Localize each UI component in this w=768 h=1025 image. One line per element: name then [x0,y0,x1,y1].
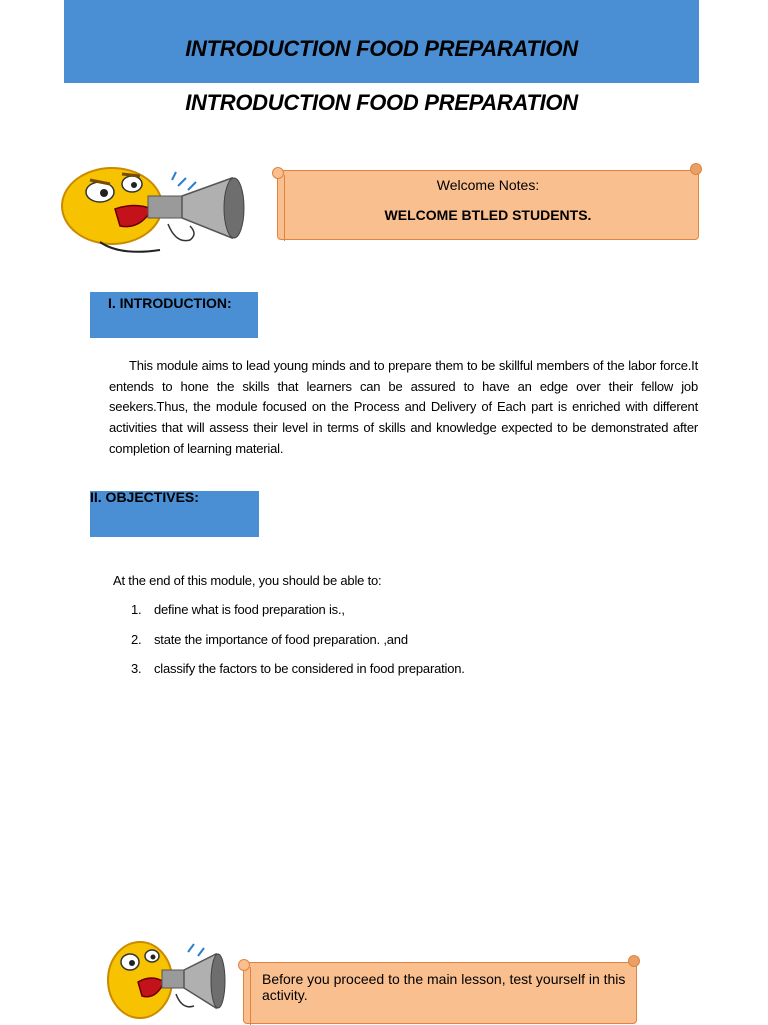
megaphone-mascot-icon [104,938,230,1024]
introduction-paragraph [109,356,698,460]
scroll-curl-icon [628,955,640,967]
introduction-heading: I. INTRODUCTION: [108,295,232,311]
scroll-curl-icon [238,959,250,971]
megaphone-mascot-icon [60,164,250,258]
scroll-edge [250,967,251,1025]
list-item: 1. define what is food preparation is., [131,602,345,617]
welcome-heading: Welcome Notes: [436,177,540,193]
introduction-text: This module aims to lead young minds and to prepare them to be skillful members of the labor force.It entends to hone the skills that learners can be assured to have an edge over their fellow job seekers.Thus, the module focused on the Process and Delivery of Each part is enriched with different activities that will assess their level in terms of skills and knowledge expected to be demonstrated after completion of learning material. [109,358,698,456]
list-item: 3. classify the factors to be considered in food preparation. [131,661,465,677]
objectives-intro: At the end of this module, you should be able to: [113,573,382,588]
pretest-notice-banner [243,962,637,1024]
pretest-message: Before you proceed to the main lesson, test yourself in this activity. [262,971,626,1003]
header-banner [64,0,699,83]
page-title: INTRODUCTION FOOD PREPARATION [185,36,578,61]
page-subtitle: INTRODUCTION FOOD PREPARATION [185,90,578,115]
objectives-heading: II. OBJECTIVES: [90,489,199,505]
list-item: 2. state the importance of food preparation. ,and [131,631,408,647]
objectives-list [131,602,465,691]
scroll-curl-icon [690,163,702,175]
welcome-message: WELCOME BTLED STUDENTS. [384,207,592,223]
welcome-notes-banner [277,170,699,240]
